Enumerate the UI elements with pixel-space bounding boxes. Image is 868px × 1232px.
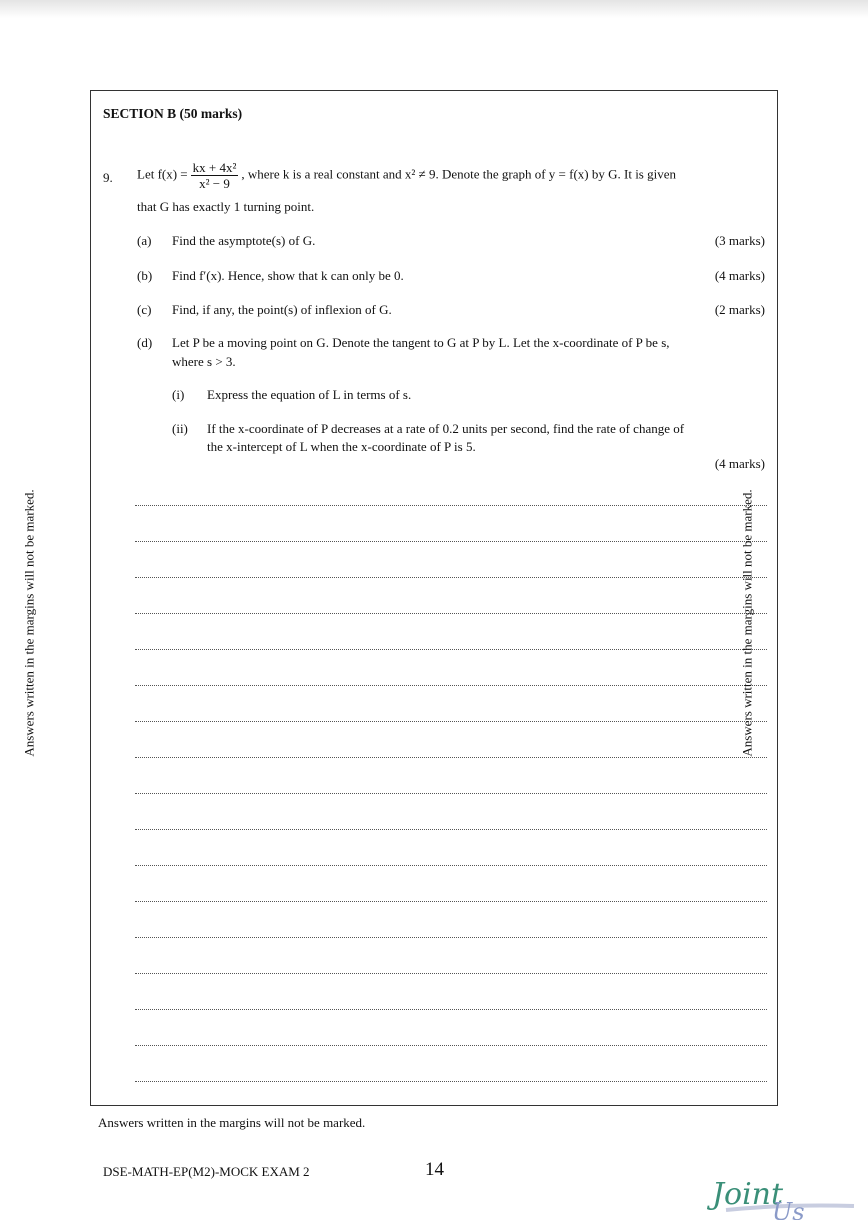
svg-text:Joint: Joint bbox=[712, 1177, 784, 1212]
intro-post: , where k is a real constant and x² ≠ 9. Denote the graph of y = f(x) by G. It is given bbox=[241, 166, 676, 182]
denominator: x² − 9 bbox=[199, 176, 230, 191]
answer-line bbox=[135, 1009, 767, 1010]
part-b-text: Find f′(x). Hence, show that k can only be 0. bbox=[172, 268, 404, 283]
left-margin-note: Answers written in the margins will not be marked. bbox=[21, 489, 37, 757]
fraction bbox=[191, 160, 239, 191]
footer-note: Answers written in the margins will not be marked. bbox=[98, 1115, 366, 1130]
subpart-ii-label: (ii) bbox=[172, 421, 188, 436]
svg-text:Us: Us bbox=[772, 1198, 805, 1220]
subpart-i-label: (i) bbox=[172, 387, 185, 402]
part-b-label: (b) bbox=[137, 268, 153, 283]
part-a-marks: (3 marks) bbox=[714, 233, 765, 248]
answer-line bbox=[135, 541, 767, 542]
page-number: 14 bbox=[425, 1159, 444, 1180]
answer-line bbox=[135, 865, 767, 866]
part-c-text: Find, if any, the point(s) of inflexion of G. bbox=[172, 302, 392, 317]
intro-pre: Let f(x) = bbox=[137, 166, 188, 182]
part-d-marks: (4 marks) bbox=[714, 456, 765, 471]
answer-line bbox=[135, 1081, 767, 1082]
question-number: 9. bbox=[103, 170, 113, 185]
question-intro bbox=[137, 160, 765, 191]
part-c-label: (c) bbox=[137, 302, 152, 317]
part-a-label: (a) bbox=[137, 233, 152, 248]
subpart-ii-text: If the x-coordinate of P decreases at a rate of 0.2 units per second, find the rate of change of bbox=[207, 421, 685, 436]
joint-us-logo bbox=[706, 1160, 856, 1220]
part-d-text: Let P be a moving point on G. Denote the tangent to G at P by L. Let the x-coordinate of P be s, bbox=[172, 335, 670, 350]
answer-line bbox=[135, 649, 767, 650]
answer-line bbox=[135, 721, 767, 722]
exam-code: DSE-MATH-EP(M2)-MOCK EXAM 2 bbox=[103, 1164, 310, 1179]
answer-line bbox=[135, 829, 767, 830]
numerator: kx + 4x² bbox=[192, 160, 237, 175]
top-bar bbox=[0, 0, 868, 18]
part-d-text2: where s > 3. bbox=[172, 354, 236, 369]
part-c-marks: (2 marks) bbox=[714, 302, 765, 317]
part-d-label: (d) bbox=[137, 335, 153, 350]
part-a-text: Find the asymptote(s) of G. bbox=[172, 233, 316, 248]
subpart-i-text: Express the equation of L in terms of s. bbox=[207, 387, 412, 402]
answer-line bbox=[135, 577, 767, 578]
answer-line bbox=[135, 901, 767, 902]
answer-line bbox=[135, 613, 767, 614]
answer-line bbox=[135, 973, 767, 974]
part-b-marks: (4 marks) bbox=[714, 268, 765, 283]
answer-line bbox=[135, 793, 767, 794]
answer-line bbox=[135, 685, 767, 686]
answer-line bbox=[135, 937, 767, 938]
subpart-ii-text2: the x-intercept of L when the x-coordinate of P is 5. bbox=[207, 439, 476, 454]
answer-line bbox=[135, 505, 767, 506]
section-title: SECTION B (50 marks) bbox=[103, 106, 243, 121]
answer-line bbox=[135, 757, 767, 758]
right-margin-note: Answers written in the margins will not be marked. bbox=[739, 489, 755, 757]
answer-line bbox=[135, 1045, 767, 1046]
question-intro-line2: that G has exactly 1 turning point. bbox=[137, 199, 315, 214]
